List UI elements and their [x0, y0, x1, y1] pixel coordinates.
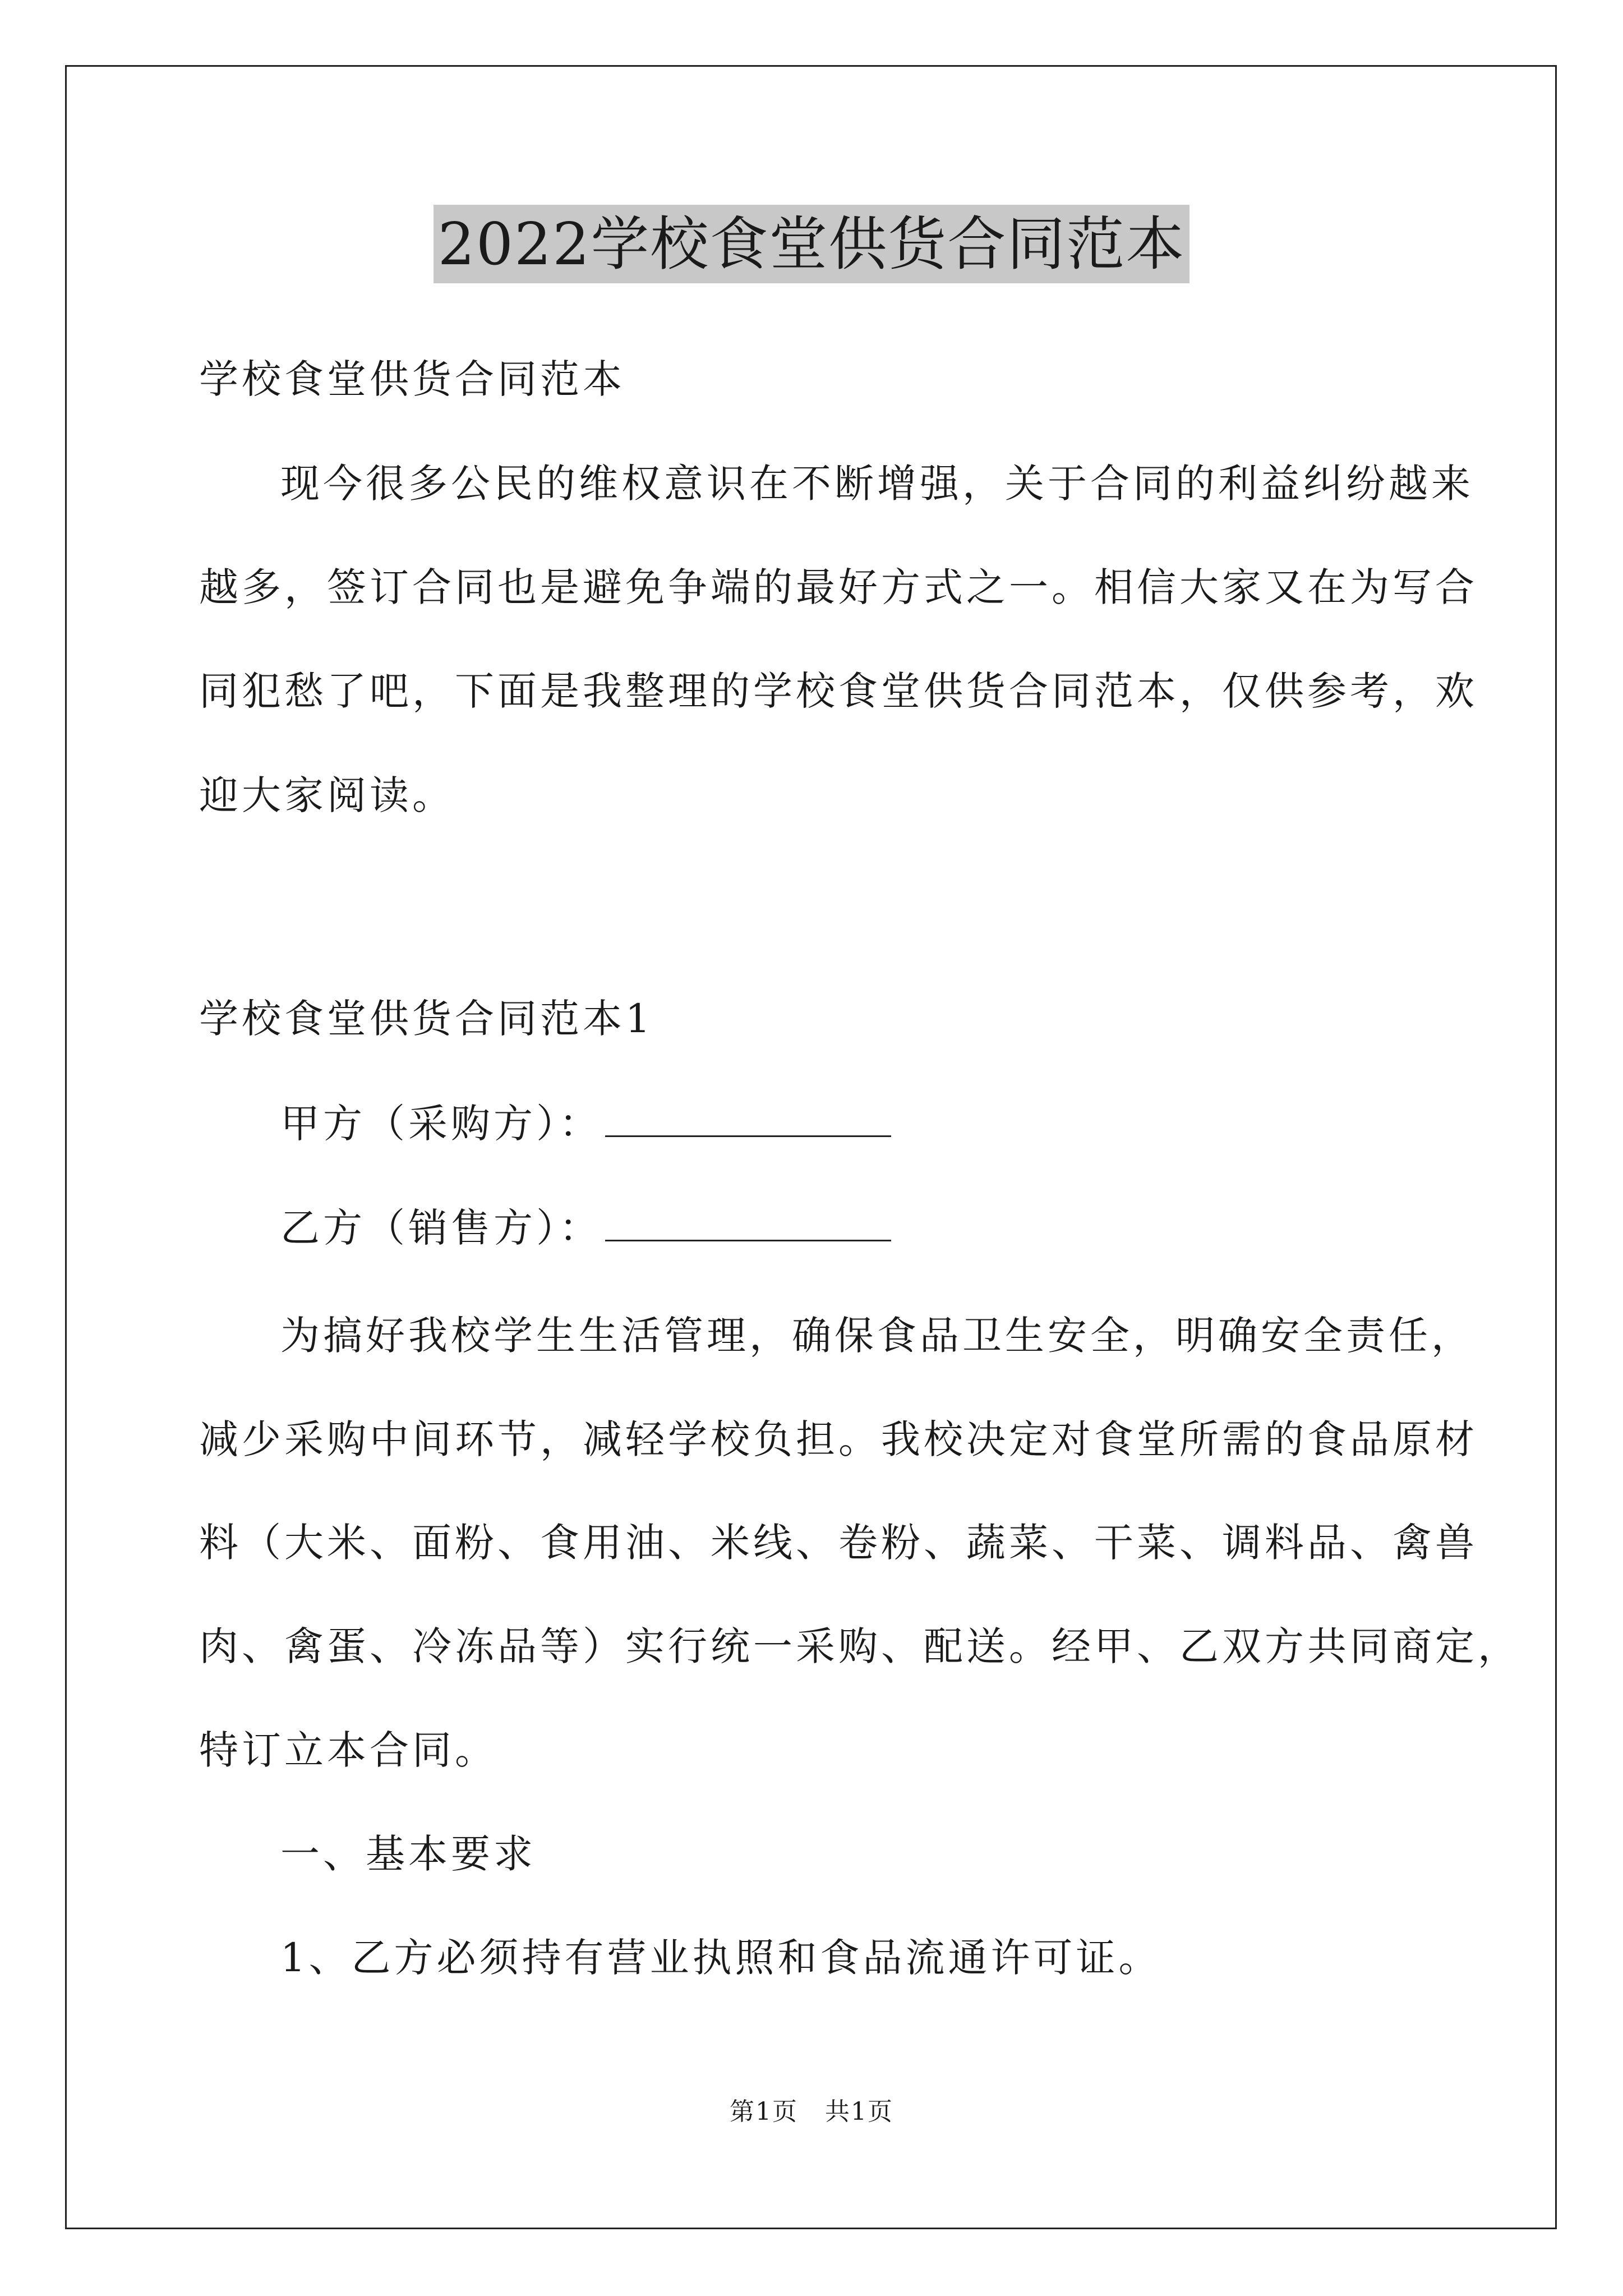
- purpose-line-5: 特订立本合同。: [199, 1727, 497, 1773]
- clause-1: 1、乙方必须持有营业执照和食品流通许可证。: [280, 1935, 1161, 1981]
- party-a-line: [280, 1095, 891, 1152]
- purpose-line-1: 为搞好我校学生生活管理，确保食品卫生安全，明确安全责任，: [280, 1313, 1474, 1359]
- page-total: 共1页: [825, 2097, 893, 2126]
- intro-line-4: 迎大家阅读。: [199, 772, 455, 818]
- intro-line-2: 越多，签订合同也是避免争端的最好方式之一。相信大家又在为写合: [199, 564, 1478, 610]
- section-title: 学校食堂供货合同范本1: [199, 996, 654, 1042]
- intro-line-1: 现今很多公民的维权意识在不断增强，关于合同的利益纠纷越来: [280, 461, 1474, 507]
- party-a-label: 甲方（采购方）：: [280, 1101, 602, 1147]
- document-title: 2022学校食堂供货合同范本: [434, 205, 1190, 283]
- party-b-blank: [605, 1199, 891, 1241]
- purpose-line-3: 料（大米、面粉、食用油、米线、卷粉、蔬菜、干菜、调料品、禽兽: [199, 1520, 1478, 1566]
- clause-heading: 一、基本要求: [280, 1831, 536, 1877]
- party-a-blank: [605, 1095, 891, 1137]
- document-subtitle: 学校食堂供货合同范本: [199, 356, 625, 402]
- party-b-label: 乙方（销售方）：: [280, 1205, 602, 1251]
- party-b-line: [280, 1199, 891, 1256]
- purpose-line-4: 肉、禽蛋、冷冻品等）实行统一采购、配送。经甲、乙双方共同商定，: [199, 1623, 1520, 1669]
- title-container: [0, 205, 1623, 283]
- purpose-line-2: 减少采购中间环节，减轻学校负担。我校决定对食堂所需的食品原材: [199, 1416, 1478, 1462]
- page-footer: [0, 2095, 1623, 2129]
- page-number: 第1页: [730, 2097, 798, 2126]
- intro-line-3: 同犯愁了吧，下面是我整理的学校食堂供货合同范本，仅供参考，欢: [199, 668, 1478, 714]
